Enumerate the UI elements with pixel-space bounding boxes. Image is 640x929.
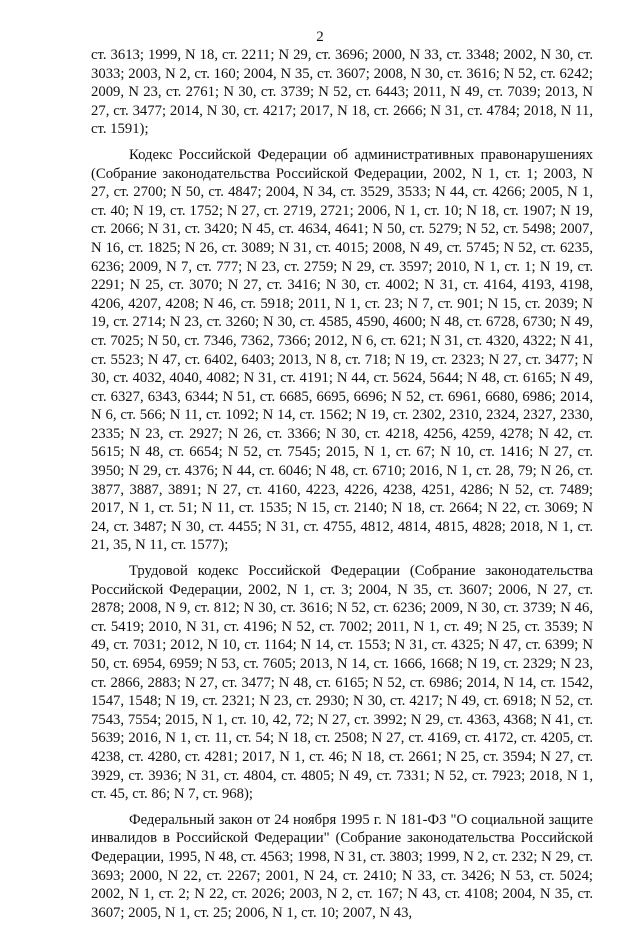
paragraph-continuation: ст. 3613; 1999, N 18, ст. 2211; N 29, ст. 3696; 2000, N 33, ст. 3348; 2002, N 30, ст. 3033; 2003, N 2, ст. 160; 2004, N 35, ст. 3607; 2008, N 30, ст. 3616; N 52, ст. 6242; 2009, N 23, ст. 2761; N 30, ст. 3739; N 52, ст. 6443; 2011, N 49, ст. 7039; 2013, N 27, ст. 3477; 2014, N 30, ст. 4217; 2017, N 18, ст. 2666; N 31, ст. 4784; 2018, N 11, ст. 1591); [91, 47, 593, 138]
paragraph-koap: Кодекс Российской Федерации об административных правонарушениях (Собрание законодательства Российской Федерации, 2002, N 1, ст. 1; 2003, N 27, ст. 2700; N 50, ст. 4847; 2004, N 34, ст. 3529, 3533; N 44, ст. 4266; 2005, N 1, ст. 40; N 19, ст. 1752; N 27, ст. 2719, 2721; 2006, N 1, ст. 10; N 18, ст. 1907; N 19, ст. 2066; N 31, ст. 3420; N 45, ст. 4634, 4641; N 50, ст. 5279; N 52, ст. 5498; 2007, N 16, ст. 1825; N 26, ст. 3089; N 31, ст. 4015; 2008, N 49, ст. 5745; N 52, ст. 6235, 6236; 2009, N 7, ст. 777; N 23, ст. 2759; N 29, ст. 3597; 2010, N 1, ст. 1; N 19, ст. 2291; N 25, ст. 3070; N 27, ст. 3416; N 30, ст. 4002; N 31, ст. 4164, 4193, 4198, 4206, 4207, 4208; N 46, ст. 5918; 2011, N 1, ст. 23; N 7, ст. 901; N 15, ст. 2039; N 19, ст. 2714; N 23, ст. 3260; N 30, ст. 4585, 4590, 4600; N 48, ст. 6728, 6730; N 49, ст. 7025; N 50, ст. 7346, 7362, 7366; 2012, N 6, ст. 621; N 31, ст. 4320, 4322; N 41, ст. 5523; N 47, ст. 6402, 6403; 2013, N 8, ст. 718; N 19, ст. 2323; N 27, ст. 3477; N 30, ст. 4032, 4040, 4082; N 31, ст. 4191; N 44, ст. 5624, 5644; N 48, ст. 6165; N 49, ст. 6327, 6343, 6344; N 51, ст. 6685, 6695, 6696; N 52, ст. 6961, 6680, 6986; 2014, N 6, ст. 566; N 11, ст. 1092; N 14, ст. 1562; N 19, ст. 2302, 2310, 2324, 2327, 2330, 2335; N 23, ст. 2927; N 26, ст. 3366; N 30, ст. 4218, 4256, 4259, 4278; N 42, ст. 5615; N 48, ст. 6654; N 52, ст. 7545; 2015, N 1, ст. 67; N 10, ст. 1416; N 27, ст. 3950; N 29, ст. 4376; N 44, ст. 6046; N 48, ст. 6710; 2016, N 1, ст. 28, 79; N 26, ст. 3877, 3887, 3891; N 27, ст. 4160, 4223, 4226, 4238, 4251, 4286; N 52, ст. 7489; 2017, N 1, ст. 51; N 11, ст. 1535; N 15, ст. 2140; N 18, ст. 2664; N 22, ст. 3069; N 24, ст. 3487; N 30, ст. 4455; N 31, ст. 4755, 4812, 4814, 4815, 4828; 2018, N 1, ст. 21, 35, N 11, ст. 1577); [91, 146, 593, 554]
document-body [91, 46, 593, 929]
paragraph-labor-code: Трудовой кодекс Российской Федерации (Собрание законодательства Российской Федерации, 2002, N 1, ст. 3; 2004, N 35, ст. 3607; 2006, N 27, ст. 2878; 2008, N 9, ст. 812; N 30, ст. 3616; N 52, ст. 6236; 2009, N 30, ст. 3739; N 46, ст. 5419; 2010, N 31, ст. 4196; N 52, ст. 7002; 2011, N 1, ст. 49; N 25, ст. 3539; N 49, ст. 7031; 2012, N 10, ст. 1164; N 14, ст. 1553; N 31, ст. 4325; N 47, ст. 6399; N 50, ст. 6954, 6959; N 53, ст. 7605; 2013, N 14, ст. 1666, 1668; N 19, ст. 2329; N 23, ст. 2866, 2883; N 27, ст. 3477; N 48, ст. 6165; N 52, ст. 6986; 2014, N 14, ст. 1542, 1547, 1548; N 19, ст. 2321; N 23, ст. 2930; N 30, ст. 4217; N 49, ст. 6918; N 52, ст. 7543, 7554; 2015, N 1, ст. 10, 42, 72; N 27, ст. 3992; N 29, ст. 4363, 4368; N 41, ст. 5639; 2016, N 1, ст. 11, ст. 54; N 18, ст. 2508; N 27, ст. 4169, ст. 4172, ст. 4205, ст. 4238, ст. 4280, ст. 4281; 2017, N 1, ст. 46; N 18, ст. 2661; N 25, ст. 3594; N 27, ст. 3929, ст. 3936; N 31, ст. 4804, ст. 4805; N 49, ст. 7331; N 52, ст. 7923; 2018, N 1, ст. 45, ст. 86; N 7, ст. 968); [91, 563, 593, 803]
page-number: 2 [316, 29, 324, 45]
paragraph-federal-law-181: Федеральный закон от 24 ноября 1995 г. N 181-ФЗ "О социальной защите инвалидов в Российской Федерации" (Собрание законодательства Российской Федерации, 1995, N 48, ст. 4563; 1998, N 31, ст. 3803; 1999, N 2, ст. 232; N 29, ст. 3693; 2000, N 22, ст. 2267; 2001, N 24, ст. 2410; N 33, ст. 3426; N 53, ст. 5024; 2002, N 1, ст. 2; N 22, ст. 2026; 2003, N 2, ст. 167; N 43, ст. 4108; 2004, N 35, ст. 3607; 2005, N 1, ст. 25; 2006, N 1, ст. 10; 2007, N 43, [91, 811, 593, 921]
